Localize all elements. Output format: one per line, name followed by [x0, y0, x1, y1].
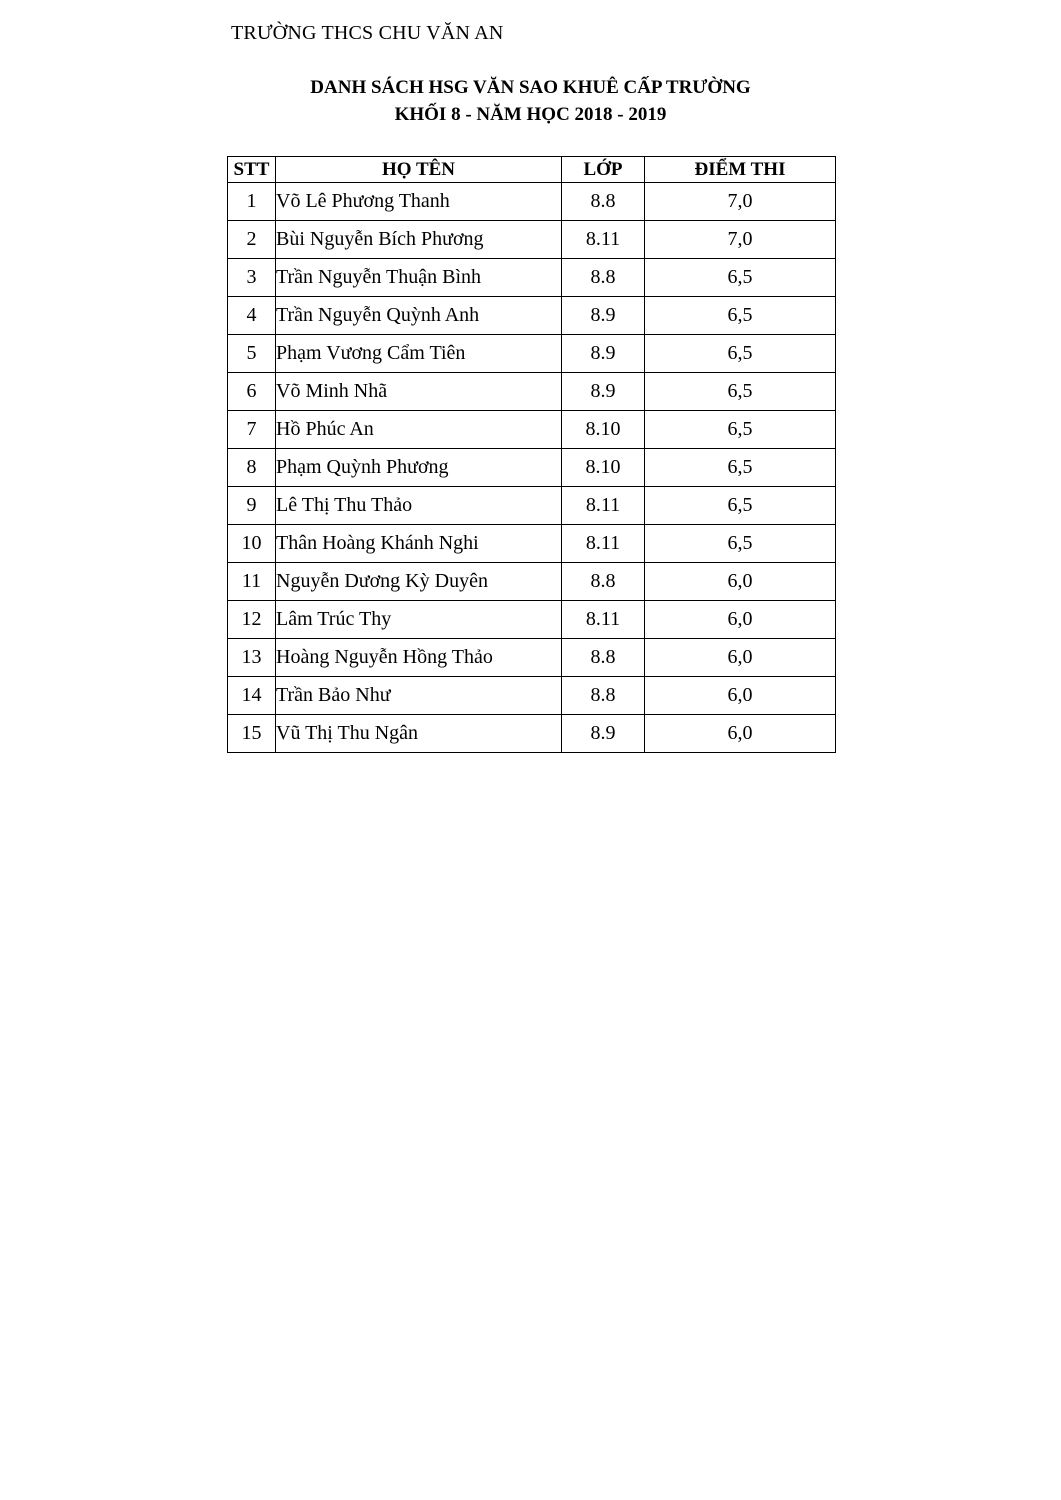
cell-stt: 15: [228, 715, 276, 753]
cell-lop: 8.8: [562, 259, 645, 297]
cell-ho-ten: Phạm Quỳnh Phương: [276, 449, 562, 487]
cell-lop: 8.8: [562, 639, 645, 677]
cell-ho-ten: Bùi Nguyễn Bích Phương: [276, 221, 562, 259]
cell-ho-ten: Võ Minh Nhã: [276, 373, 562, 411]
cell-ho-ten: Thân Hoàng Khánh Nghi: [276, 525, 562, 563]
cell-ho-ten: Lâm Trúc Thy: [276, 601, 562, 639]
cell-stt: 8: [228, 449, 276, 487]
cell-stt: 14: [228, 677, 276, 715]
table-row: [228, 183, 836, 221]
cell-ho-ten: Nguyễn Dương Kỳ Duyên: [276, 563, 562, 601]
cell-ho-ten: Trần Bảo Như: [276, 677, 562, 715]
cell-lop: 8.11: [562, 525, 645, 563]
cell-diem-thi: 6,0: [645, 639, 836, 677]
cell-diem-thi: 6,0: [645, 563, 836, 601]
table-header-row: [228, 157, 836, 183]
table-row: [228, 601, 836, 639]
cell-stt: 13: [228, 639, 276, 677]
cell-ho-ten: Trần Nguyễn Quỳnh Anh: [276, 297, 562, 335]
table-row: [228, 677, 836, 715]
cell-lop: 8.8: [562, 677, 645, 715]
table-row: [228, 373, 836, 411]
cell-ho-ten: Phạm Vương Cẩm Tiên: [276, 335, 562, 373]
cell-ho-ten: Hoàng Nguyễn Hồng Thảo: [276, 639, 562, 677]
cell-stt: 3: [228, 259, 276, 297]
cell-stt: 7: [228, 411, 276, 449]
cell-diem-thi: 6,5: [645, 487, 836, 525]
cell-diem-thi: 7,0: [645, 183, 836, 221]
cell-lop: 8.8: [562, 563, 645, 601]
header-stt: STT: [228, 157, 276, 183]
cell-stt: 5: [228, 335, 276, 373]
cell-stt: 1: [228, 183, 276, 221]
table-row: [228, 335, 836, 373]
cell-diem-thi: 6,5: [645, 297, 836, 335]
cell-diem-thi: 6,5: [645, 259, 836, 297]
document-subtitle: KHỐI 8 - NĂM HỌC 2018 - 2019: [394, 104, 667, 125]
school-name: TRƯỜNG THCS CHU VĂN AN: [231, 22, 504, 44]
cell-stt: 11: [228, 563, 276, 601]
cell-stt: 6: [228, 373, 276, 411]
cell-ho-ten: Hồ Phúc An: [276, 411, 562, 449]
cell-stt: 2: [228, 221, 276, 259]
cell-stt: 10: [228, 525, 276, 563]
header-ho-ten: HỌ TÊN: [276, 157, 562, 183]
cell-diem-thi: 6,0: [645, 715, 836, 753]
cell-lop: 8.9: [562, 297, 645, 335]
cell-ho-ten: Vũ Thị Thu Ngân: [276, 715, 562, 753]
cell-diem-thi: 6,0: [645, 677, 836, 715]
cell-lop: 8.9: [562, 335, 645, 373]
cell-diem-thi: 6,5: [645, 525, 836, 563]
cell-diem-thi: 6,5: [645, 335, 836, 373]
header-lop: LỚP: [562, 157, 645, 183]
table-row: [228, 487, 836, 525]
table-row: [228, 411, 836, 449]
cell-diem-thi: 6,0: [645, 601, 836, 639]
cell-ho-ten: Trần Nguyễn Thuận Bình: [276, 259, 562, 297]
header-diem-thi: ĐIỂM THI: [645, 157, 836, 183]
table-row: [228, 715, 836, 753]
cell-lop: 8.11: [562, 601, 645, 639]
document-title: DANH SÁCH HSG VĂN SAO KHUÊ CẤP TRƯỜNG: [310, 77, 751, 98]
student-list-table: [227, 156, 836, 753]
cell-lop: 8.11: [562, 221, 645, 259]
table-row: [228, 639, 836, 677]
cell-lop: 8.8: [562, 183, 645, 221]
cell-lop: 8.9: [562, 373, 645, 411]
table-row: [228, 259, 836, 297]
cell-diem-thi: 6,5: [645, 373, 836, 411]
table-row: [228, 563, 836, 601]
cell-diem-thi: 6,5: [645, 411, 836, 449]
table-row: [228, 525, 836, 563]
table-row: [228, 297, 836, 335]
cell-lop: 8.10: [562, 449, 645, 487]
cell-stt: 4: [228, 297, 276, 335]
table-row: [228, 221, 836, 259]
table-row: [228, 449, 836, 487]
cell-stt: 9: [228, 487, 276, 525]
cell-lop: 8.10: [562, 411, 645, 449]
cell-ho-ten: Lê Thị Thu Thảo: [276, 487, 562, 525]
cell-lop: 8.9: [562, 715, 645, 753]
cell-diem-thi: 6,5: [645, 449, 836, 487]
cell-stt: 12: [228, 601, 276, 639]
cell-diem-thi: 7,0: [645, 221, 836, 259]
cell-ho-ten: Võ Lê Phương Thanh: [276, 183, 562, 221]
cell-lop: 8.11: [562, 487, 645, 525]
